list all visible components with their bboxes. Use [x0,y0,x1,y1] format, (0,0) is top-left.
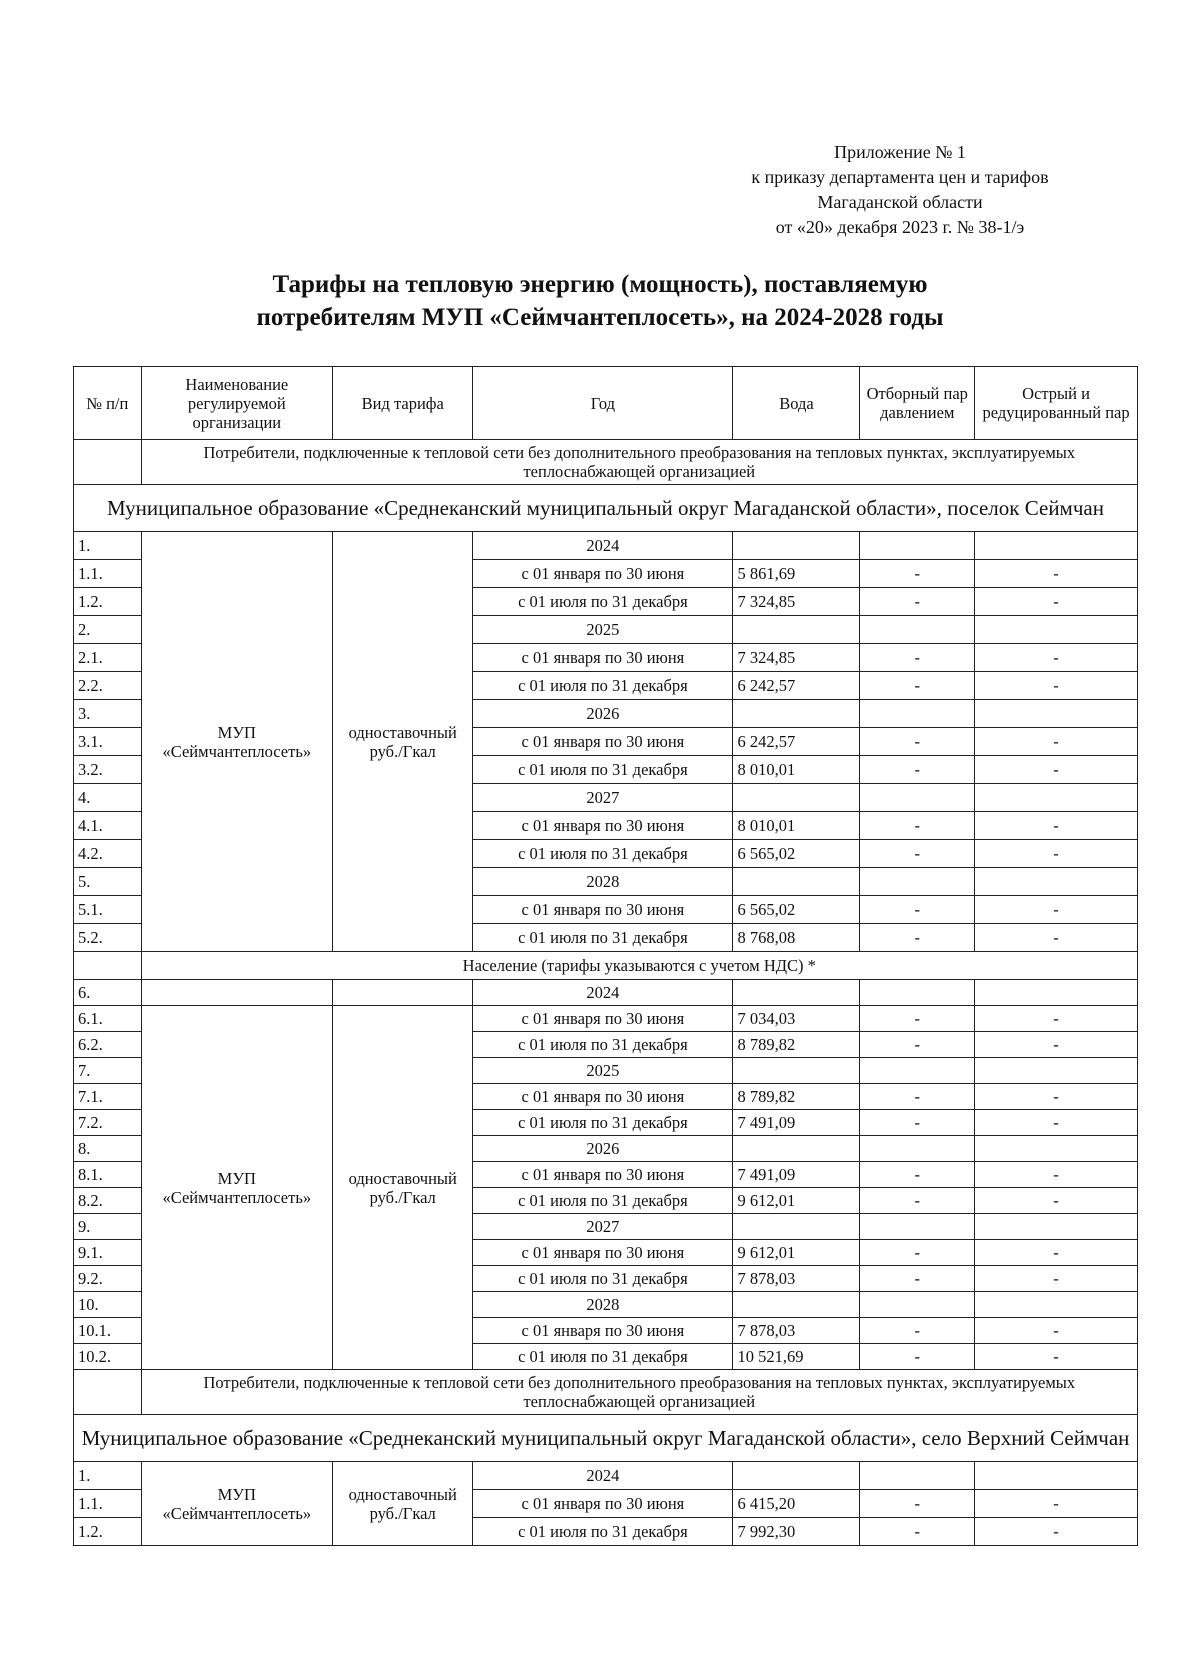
group-label: Потребители, подключенные к тепловой сети без дополнительного преобразования на тепловых пунктах, эксплуатируемых теплоснабжающей организацией [141,440,1137,485]
period-cell: с 01 января по 30 июня [473,728,733,756]
tariff-type-cell [333,980,473,1006]
water-value [733,784,860,812]
steam-sharp-value: - [975,1032,1138,1058]
steam-sharp-value: - [975,1188,1138,1214]
org-cell: МУП «Сеймчантеплосеть» [141,1462,332,1546]
water-value: 7 992,30 [733,1518,860,1546]
table-row [74,980,1138,1006]
steam-selected-value: - [860,588,975,616]
title-line-1: Тарифы на тепловую энергию (мощность), поставляемую [272,271,928,298]
steam-sharp-value: - [975,1266,1138,1292]
steam-selected-value [860,1214,975,1240]
water-value [733,1058,860,1084]
period-cell: с 01 января по 30 июня [473,644,733,672]
period-cell: с 01 января по 30 июня [473,1084,733,1110]
water-value: 7 324,85 [733,644,860,672]
water-value: 7 324,85 [733,588,860,616]
annex-line-1: Приложение № 1 [834,142,966,162]
header-steam-sharp: Острый и редуцированный пар [975,367,1138,440]
period-cell: с 01 июля по 31 декабря [473,840,733,868]
steam-sharp-value [975,1462,1138,1490]
period-cell: 2025 [473,616,733,644]
header-org: Наименование регулируемой организации [141,367,332,440]
period-cell: с 01 июля по 31 декабря [473,1032,733,1058]
row-number: 3.1. [74,728,142,756]
annex-block [700,140,1100,240]
row-number: 5.1. [74,896,142,924]
table-row [74,1462,1138,1490]
steam-selected-value: - [860,1318,975,1344]
period-cell: с 01 июля по 31 декабря [473,588,733,616]
header-water: Вода [733,367,860,440]
period-cell: 2026 [473,700,733,728]
row-number: 1.1. [74,1490,142,1518]
row-number: 7.1. [74,1084,142,1110]
steam-selected-value [860,532,975,560]
section-1-rows [74,532,1138,952]
steam-sharp-value: - [975,924,1138,952]
steam-selected-value [860,1136,975,1162]
tariff-type-cell: одноставочный руб./Гкал [333,1462,473,1546]
period-cell: с 01 января по 30 июня [473,812,733,840]
period-cell: с 01 июля по 31 декабря [473,924,733,952]
row-number: 10.2. [74,1344,142,1370]
document-title [120,268,1080,334]
water-value: 8 789,82 [733,1032,860,1058]
row-number: 1.1. [74,560,142,588]
steam-selected-value: - [860,756,975,784]
municipality-label: Муниципальное образование «Среднеканский муниципальный округ Магаданской области», село Верхний Сеймчан [74,1415,1138,1462]
water-value: 6 565,02 [733,896,860,924]
row-number: 4.2. [74,840,142,868]
steam-selected-value: - [860,644,975,672]
steam-selected-value [860,1462,975,1490]
steam-sharp-value: - [975,560,1138,588]
steam-sharp-value: - [975,1162,1138,1188]
water-value: 9 612,01 [733,1240,860,1266]
section-2-rows [74,980,1138,1370]
period-cell: с 01 января по 30 июня [473,1006,733,1032]
steam-sharp-value: - [975,588,1138,616]
water-value: 10 521,69 [733,1344,860,1370]
water-value [733,1292,860,1318]
steam-sharp-value [975,1058,1138,1084]
steam-sharp-value: - [975,1240,1138,1266]
row-number: 1. [74,532,142,560]
section-2-body [74,952,1138,980]
water-value: 7 491,09 [733,1110,860,1136]
steam-selected-value [860,784,975,812]
row-number: 8. [74,1136,142,1162]
water-value: 6 565,02 [733,840,860,868]
row-number: 6.1. [74,1006,142,1032]
steam-sharp-value: - [975,1084,1138,1110]
table-row [74,1006,1138,1032]
steam-sharp-value: - [975,1110,1138,1136]
steam-sharp-value [975,616,1138,644]
period-cell: с 01 июля по 31 декабря [473,672,733,700]
steam-sharp-value: - [975,644,1138,672]
steam-selected-value: - [860,924,975,952]
group-label: Потребители, подключенные к тепловой сети без дополнительного преобразования на тепловых пунктах, эксплуатируемых теплоснабжающей организацией [141,1370,1137,1415]
steam-sharp-value [975,868,1138,896]
row-number: 8.1. [74,1162,142,1188]
steam-selected-value: - [860,840,975,868]
row-number: 7.2. [74,1110,142,1136]
annex-line-2: к приказу департамента цен и тарифов [751,167,1049,187]
period-cell: 2024 [473,980,733,1006]
row-number: 10. [74,1292,142,1318]
row-number: 9.1. [74,1240,142,1266]
row-number: 10.1. [74,1318,142,1344]
steam-sharp-value: - [975,896,1138,924]
row-number: 5.2. [74,924,142,952]
steam-selected-value [860,868,975,896]
steam-sharp-value [975,1292,1138,1318]
steam-selected-value: - [860,1162,975,1188]
row-number: 8.2. [74,1188,142,1214]
period-cell: с 01 июля по 31 декабря [473,1266,733,1292]
water-value: 8 768,08 [733,924,860,952]
period-cell: 2027 [473,784,733,812]
row-number: 1.2. [74,1518,142,1546]
steam-selected-value: - [860,812,975,840]
row-number: 9. [74,1214,142,1240]
water-value: 7 878,03 [733,1266,860,1292]
row-number: 5. [74,868,142,896]
steam-sharp-value: - [975,1318,1138,1344]
water-value [733,1462,860,1490]
row-number: 2.2. [74,672,142,700]
steam-sharp-value: - [975,1006,1138,1032]
org-cell [141,980,332,1006]
steam-selected-value: - [860,1006,975,1032]
steam-selected-value: - [860,1188,975,1214]
water-value: 9 612,01 [733,1188,860,1214]
steam-selected-value: - [860,1266,975,1292]
header-num: № п/п [74,367,142,440]
header-steam-selected: Отборный пар давлением [860,367,975,440]
table-row [74,532,1138,560]
tariff-table [73,366,1138,1546]
municipality-row [74,1415,1138,1462]
steam-selected-value [860,1292,975,1318]
water-value: 6 242,57 [733,728,860,756]
steam-sharp-value [975,532,1138,560]
header-row [74,367,1138,440]
steam-sharp-value [975,1136,1138,1162]
row-number: 2. [74,616,142,644]
section-3-body [74,1370,1138,1462]
period-cell: с 01 января по 30 июня [473,1240,733,1266]
steam-selected-value [860,616,975,644]
water-value: 8 789,82 [733,1084,860,1110]
water-value: 7 034,03 [733,1006,860,1032]
row-number: 9.2. [74,1266,142,1292]
steam-selected-value: - [860,672,975,700]
steam-selected-value: - [860,1344,975,1370]
period-cell: 2027 [473,1214,733,1240]
row-number: 4.1. [74,812,142,840]
period-cell: с 01 июля по 31 декабря [473,1188,733,1214]
water-value [733,980,860,1006]
steam-selected-value [860,700,975,728]
org-cell: МУП «Сеймчантеплосеть» [141,1006,332,1370]
period-cell: с 01 июля по 31 декабря [473,1518,733,1546]
title-line-2: потребителям МУП «Сеймчантеплосеть», на 2024-2028 годы [256,304,944,331]
row-number: 3. [74,700,142,728]
steam-selected-value: - [860,1490,975,1518]
steam-selected-value: - [860,896,975,924]
steam-sharp-value: - [975,1344,1138,1370]
row-number: 2.1. [74,644,142,672]
row-number: 4. [74,784,142,812]
section-3-rows [74,1462,1138,1546]
water-value: 7 878,03 [733,1318,860,1344]
group-row [74,440,1138,485]
steam-sharp-value [975,784,1138,812]
steam-sharp-value: - [975,672,1138,700]
steam-selected-value: - [860,728,975,756]
row-number: 6. [74,980,142,1006]
period-cell: с 01 января по 30 июня [473,1162,733,1188]
period-cell: с 01 июля по 31 декабря [473,1110,733,1136]
header-year: Год [473,367,733,440]
steam-sharp-value: - [975,840,1138,868]
water-value: 8 010,01 [733,812,860,840]
row-number: 1. [74,1462,142,1490]
water-value [733,616,860,644]
period-cell: с 01 января по 30 июня [473,560,733,588]
water-value [733,868,860,896]
water-value: 6 242,57 [733,672,860,700]
tariff-type-cell: одноставочный руб./Гкал [333,1006,473,1370]
org-cell: МУП «Сеймчантеплосеть» [141,532,332,952]
steam-selected-value: - [860,1032,975,1058]
section-1-body [74,440,1138,532]
group-row [74,952,1138,980]
period-cell: 2024 [473,1462,733,1490]
steam-sharp-value: - [975,812,1138,840]
row-number: 6.2. [74,1032,142,1058]
steam-sharp-value: - [975,1518,1138,1546]
annex-line-4: от «20» декабря 2023 г. № 38-1/э [775,217,1025,237]
steam-sharp-value [975,700,1138,728]
steam-selected-value [860,1058,975,1084]
steam-sharp-value: - [975,728,1138,756]
steam-sharp-value [975,1214,1138,1240]
water-value: 7 491,09 [733,1162,860,1188]
steam-sharp-value: - [975,756,1138,784]
period-cell: 2028 [473,1292,733,1318]
steam-selected-value: - [860,1110,975,1136]
water-value [733,1136,860,1162]
water-value [733,700,860,728]
period-cell: с 01 июля по 31 декабря [473,756,733,784]
period-cell: с 01 января по 30 июня [473,896,733,924]
steam-selected-value: - [860,1240,975,1266]
steam-sharp-value [975,980,1138,1006]
period-cell: с 01 января по 30 июня [473,1490,733,1518]
tariff-type-cell: одноставочный руб./Гкал [333,532,473,952]
period-cell: 2024 [473,532,733,560]
municipality-label: Муниципальное образование «Среднеканский муниципальный округ Магаданской области», поселок Сеймчан [74,485,1138,532]
period-cell: 2026 [473,1136,733,1162]
header-tariff-type: Вид тарифа [333,367,473,440]
steam-selected-value: - [860,1518,975,1546]
steam-selected-value [860,980,975,1006]
period-cell: 2028 [473,868,733,896]
row-number: 7. [74,1058,142,1084]
municipality-row [74,485,1138,532]
water-value: 8 010,01 [733,756,860,784]
row-number: 3.2. [74,756,142,784]
water-value [733,532,860,560]
water-value: 6 415,20 [733,1490,860,1518]
group-label: Население (тарифы указываются с учетом НДС) * [141,952,1137,980]
period-cell: с 01 июля по 31 декабря [473,1344,733,1370]
steam-sharp-value: - [975,1490,1138,1518]
group-row [74,1370,1138,1415]
water-value: 5 861,69 [733,560,860,588]
period-cell: с 01 января по 30 июня [473,1318,733,1344]
annex-line-3: Магаданской области [817,192,983,212]
period-cell: 2025 [473,1058,733,1084]
row-number: 1.2. [74,588,142,616]
water-value [733,1214,860,1240]
steam-selected-value: - [860,1084,975,1110]
steam-selected-value: - [860,560,975,588]
